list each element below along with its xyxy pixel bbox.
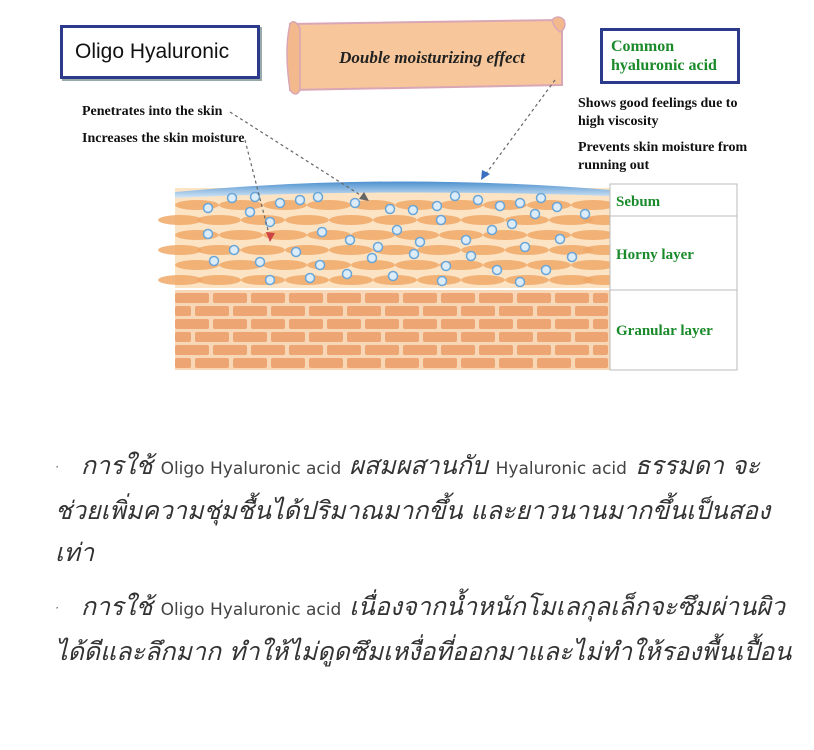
horny-cell bbox=[241, 245, 285, 255]
horny-cell bbox=[571, 200, 615, 210]
horny-cell bbox=[351, 230, 395, 240]
granular-cell bbox=[213, 345, 247, 355]
horny-cell bbox=[329, 215, 373, 225]
hyaluronic-molecule bbox=[442, 262, 451, 271]
layer-label-sebum: Sebum bbox=[616, 194, 661, 210]
right-note-1-line2: high viscosity bbox=[578, 114, 659, 129]
para2-text-2: เนื่องจากน้ำหนักโมเลกุลเล็กจะซึมผ่านผิวได้ดีและลึกมาก ทำให้ไม่ดูดซึมเหงื่อที่ออกมาและไม่ทำให้รองพื้นเปื้อน bbox=[55, 592, 792, 666]
granular-cell bbox=[175, 319, 209, 329]
granular-cell bbox=[403, 345, 437, 355]
horny-cell bbox=[417, 245, 461, 255]
para2-text-1: การใช้ bbox=[80, 592, 161, 621]
granular-cell bbox=[555, 345, 589, 355]
granular-cell bbox=[213, 319, 247, 329]
common-label-line2: hyaluronic acid bbox=[611, 57, 717, 74]
granular-cell bbox=[385, 332, 419, 342]
oligo-hyaluronic-label: Oligo Hyaluronic bbox=[75, 40, 230, 63]
granular-cell bbox=[195, 306, 229, 316]
hyaluronic-molecule bbox=[210, 257, 219, 266]
hyaluronic-molecule bbox=[467, 252, 476, 261]
granular-cell bbox=[517, 345, 551, 355]
para1-term-2: Hyaluronic acid bbox=[495, 459, 627, 479]
hyaluronic-molecule bbox=[314, 193, 323, 202]
hyaluronic-molecule bbox=[531, 210, 540, 219]
banner-title: Double moisturizing effect bbox=[339, 48, 525, 67]
granular-cell bbox=[327, 293, 361, 303]
hyaluronic-molecule bbox=[266, 218, 275, 227]
layer-label-granular: Granular layer bbox=[616, 323, 713, 339]
hyaluronic-molecule bbox=[496, 202, 505, 211]
para1-text-2: ผสมผสานกับ bbox=[341, 451, 496, 480]
hyaluronic-molecule bbox=[521, 243, 530, 252]
granular-cell bbox=[289, 319, 323, 329]
horny-cell bbox=[263, 260, 307, 270]
granular-cell bbox=[499, 306, 533, 316]
granular-cell bbox=[403, 319, 437, 329]
granular-cell bbox=[593, 345, 608, 355]
arrow-common bbox=[485, 80, 555, 175]
hyaluronic-molecule bbox=[306, 274, 315, 283]
granular-cell bbox=[593, 319, 608, 329]
hyaluronic-molecule bbox=[276, 199, 285, 208]
horny-cell bbox=[571, 260, 615, 270]
hyaluronic-molecule bbox=[230, 246, 239, 255]
hyaluronic-molecule bbox=[438, 277, 447, 286]
granular-cell bbox=[175, 332, 191, 342]
granular-cell bbox=[309, 332, 343, 342]
hyaluronic-molecule bbox=[410, 250, 419, 259]
hyaluronic-molecule bbox=[433, 202, 442, 211]
horny-cell bbox=[461, 275, 505, 285]
hyaluronic-molecule bbox=[462, 236, 471, 245]
hyaluronic-molecule bbox=[437, 216, 446, 225]
granular-cell bbox=[575, 332, 608, 342]
granular-cell bbox=[365, 319, 399, 329]
hyaluronic-molecule bbox=[409, 206, 418, 215]
granular-cell bbox=[385, 306, 419, 316]
layer-label-horny: Horny layer bbox=[616, 247, 694, 263]
hyaluronic-molecule bbox=[246, 208, 255, 217]
granular-cell bbox=[555, 293, 589, 303]
granular-cell bbox=[271, 332, 305, 342]
granular-cell bbox=[347, 306, 381, 316]
hyaluronic-molecule bbox=[474, 196, 483, 205]
horny-cell bbox=[285, 215, 329, 225]
horny-cell bbox=[527, 200, 571, 210]
right-note-2-line2: running out bbox=[578, 158, 650, 173]
common-label-line1: Common bbox=[611, 38, 675, 55]
horny-cell bbox=[461, 215, 505, 225]
hyaluronic-molecule bbox=[204, 204, 213, 213]
granular-cell bbox=[479, 345, 513, 355]
hyaluronic-molecule bbox=[228, 194, 237, 203]
horny-cell bbox=[329, 245, 373, 255]
granular-cell bbox=[271, 306, 305, 316]
granular-cell bbox=[251, 293, 285, 303]
hyaluronic-molecule bbox=[346, 236, 355, 245]
granular-cell bbox=[175, 293, 209, 303]
granular-cell bbox=[271, 358, 305, 368]
horny-cell bbox=[307, 260, 351, 270]
granular-cell bbox=[327, 319, 361, 329]
granular-cell bbox=[175, 358, 191, 368]
hyaluronic-molecule bbox=[318, 228, 327, 237]
granular-cell bbox=[365, 345, 399, 355]
hyaluronic-molecule bbox=[553, 203, 562, 212]
horny-cell bbox=[505, 275, 549, 285]
hyaluronic-molecule bbox=[568, 253, 577, 262]
para2-term-1: Oligo Hyaluronic acid bbox=[160, 600, 342, 620]
description-paragraph-2 bbox=[55, 586, 795, 673]
horny-cell bbox=[158, 275, 202, 285]
granular-cell bbox=[461, 332, 495, 342]
horny-cell bbox=[395, 260, 439, 270]
horny-cell bbox=[483, 260, 527, 270]
granular-cell bbox=[233, 332, 267, 342]
right-note-1-line1: Shows good feelings due to bbox=[578, 96, 738, 111]
right-note-2-line1: Prevents skin moisture from bbox=[578, 140, 748, 155]
granular-cell bbox=[309, 306, 343, 316]
granular-cell bbox=[327, 345, 361, 355]
granular-cell bbox=[537, 306, 571, 316]
granular-cell bbox=[499, 358, 533, 368]
granular-cell bbox=[517, 293, 551, 303]
horny-cell bbox=[197, 215, 241, 225]
hyaluronic-molecule bbox=[493, 266, 502, 275]
granular-cell bbox=[461, 358, 495, 368]
hyaluronic-molecule bbox=[537, 194, 546, 203]
hyaluronic-molecule bbox=[343, 270, 352, 279]
horny-cell bbox=[571, 230, 615, 240]
granular-cell bbox=[251, 345, 285, 355]
granular-cell bbox=[575, 358, 608, 368]
hyaluronic-molecule bbox=[386, 205, 395, 214]
granular-cell bbox=[233, 358, 267, 368]
hyaluronic-molecule bbox=[266, 276, 275, 285]
hyaluronic-molecule bbox=[389, 272, 398, 281]
granular-cell bbox=[251, 319, 285, 329]
para1-term-1: Oligo Hyaluronic acid bbox=[160, 459, 342, 479]
hyaluronic-molecule bbox=[516, 199, 525, 208]
bullet-icon: · bbox=[55, 601, 59, 615]
granular-cell bbox=[289, 293, 323, 303]
granular-cell bbox=[537, 332, 571, 342]
bullet-icon: · bbox=[55, 460, 59, 474]
horny-cell bbox=[307, 200, 351, 210]
hyaluronic-molecule bbox=[204, 230, 213, 239]
granular-cell bbox=[175, 345, 209, 355]
granular-cell bbox=[423, 306, 457, 316]
left-note-2: Increases the skin moisture bbox=[82, 131, 245, 146]
para1-text-3: ธรรมดา จะช่วยเพิ่มความชุ่มชื้นได้ปริมาณมากขึ้น และยาวนานมากขึ้นเป็นสองเท่า bbox=[55, 451, 771, 567]
granular-cell bbox=[593, 293, 608, 303]
granular-cell bbox=[423, 358, 457, 368]
horny-cell bbox=[158, 245, 202, 255]
granular-cell bbox=[195, 332, 229, 342]
para1-text-1: การใช้ bbox=[80, 451, 161, 480]
granular-cell bbox=[195, 358, 229, 368]
hyaluronic-molecule bbox=[351, 199, 360, 208]
granular-cell bbox=[479, 293, 513, 303]
hyaluronic-molecule bbox=[316, 261, 325, 270]
granular-cell bbox=[517, 319, 551, 329]
description-text bbox=[55, 445, 795, 685]
horny-cell bbox=[158, 215, 202, 225]
horny-cell bbox=[197, 275, 241, 285]
hyaluronic-molecule bbox=[508, 220, 517, 229]
hyaluronic-molecule bbox=[516, 278, 525, 287]
granular-cell bbox=[461, 306, 495, 316]
granular-cell bbox=[347, 358, 381, 368]
granular-cell bbox=[309, 358, 343, 368]
hyaluronic-molecule bbox=[296, 196, 305, 205]
granular-cell bbox=[289, 345, 323, 355]
granular-cell bbox=[537, 358, 571, 368]
granular-cell bbox=[365, 293, 399, 303]
description-paragraph-1 bbox=[55, 445, 795, 574]
hyaluronic-molecule bbox=[256, 258, 265, 267]
granular-cell bbox=[423, 332, 457, 342]
granular-cell bbox=[233, 306, 267, 316]
granular-cell bbox=[403, 293, 437, 303]
horny-cell bbox=[241, 275, 285, 285]
hyaluronic-molecule bbox=[542, 266, 551, 275]
granular-cell bbox=[575, 306, 608, 316]
granular-cell bbox=[441, 319, 475, 329]
hyaluronic-molecule bbox=[488, 226, 497, 235]
granular-cell bbox=[499, 332, 533, 342]
granular-cell bbox=[385, 358, 419, 368]
horny-cell bbox=[373, 215, 417, 225]
left-note-1: Penetrates into the skin bbox=[82, 104, 223, 119]
granular-cell bbox=[555, 319, 589, 329]
granular-cell bbox=[479, 319, 513, 329]
hyaluronic-molecule bbox=[416, 238, 425, 247]
hyaluronic-molecule bbox=[581, 210, 590, 219]
hyaluronic-molecule bbox=[556, 235, 565, 244]
horny-cell bbox=[307, 230, 351, 240]
horny-cell bbox=[219, 230, 263, 240]
granular-cell bbox=[347, 332, 381, 342]
hyaluronic-molecule bbox=[451, 192, 460, 201]
hyaluronic-molecule bbox=[368, 254, 377, 263]
hyaluronic-molecule bbox=[374, 243, 383, 252]
granular-cell bbox=[175, 306, 191, 316]
granular-cell bbox=[213, 293, 247, 303]
granular-cell bbox=[441, 293, 475, 303]
granular-cell bbox=[441, 345, 475, 355]
hyaluronic-molecule bbox=[393, 226, 402, 235]
hyaluronic-molecule bbox=[292, 248, 301, 257]
